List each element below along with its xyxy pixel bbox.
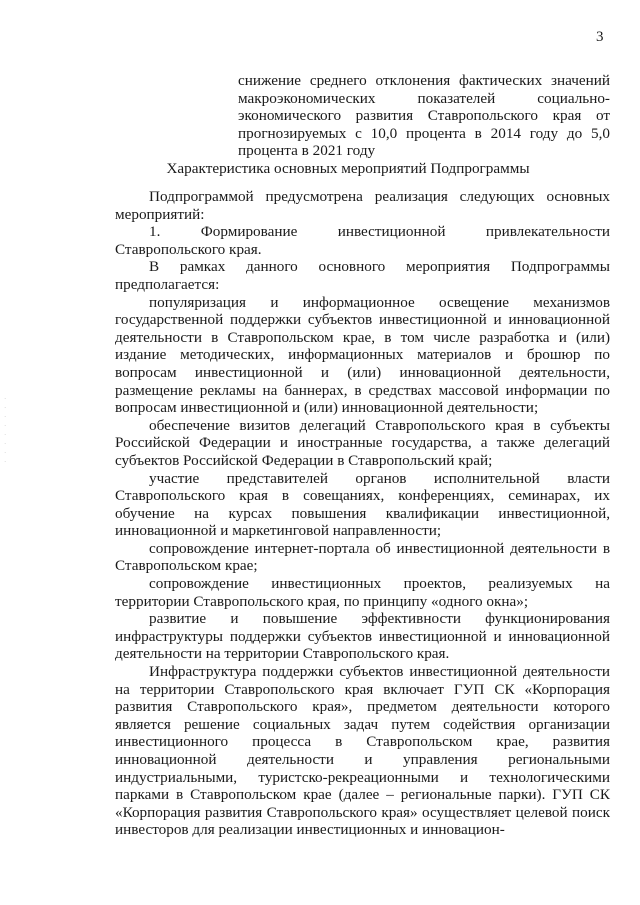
list-item-popularization: популяризация и информационное освещение механизмов государственной поддержки субъектов инвестиционной и инновационной деятельности в Ставропольском крае, в том числе разработка и (или) издание методических, информационных материалов и брошюр по вопросам инвестиционной и (или) инновационной деятельности, размещение рекламы на баннерах, в средствах массовой информации по вопросам инвестиционной и (или) инновационной деятельности; [115,293,610,417]
section-title: Характеристика основных мероприятий Подпрограммы [166,160,530,177]
page-number: 3 [596,29,604,45]
list-item-participation: участие представителей органов исполнительной власти Ставропольского края в совещаниях, конференциях, семинарах, их обучение на курсах повышения квалификации инвестиционной, инновационной и маркетинговой направленности; [115,469,610,540]
infrastructure-paragraph: Инфраструктура поддержки субъектов инвестиционной деятельности на территории Ставропольского края включает ГУП СК «Корпорация развития Ставропольского края», предметом деятельности которого является решение социальных задач путем содействия организации инвестиционного процесса в Ставропольском крае, развития инновационной деятельности и управления региональными индустриальными, туристско-рекреационными и технологическими парками в Ставропольском крае (далее – региональные парки). ГУП СК «Корпорация развития Ставропольского края» осуществляет целевой поиск инвесторов для реализации инвестиционных и инновацион- [115,663,610,839]
document-body [115,188,610,839]
list-item-portal: сопровождение интернет-портала об инвестиционной деятельности в Ставропольском крае; [115,539,610,575]
list-item-infrastructure: развитие и повышение эффективности функционирования инфраструктуры поддержки субъектов инвестиционной и инновационной деятельности на территории Ставропольского края. [115,610,610,663]
margin-scan-dots: · · · · · · · · [4,395,7,466]
measure-heading: 1. Формирование инвестиционной привлекательности Ставропольского края. [115,223,610,258]
goal-statement: снижение среднего отклонения фактических значений макроэкономических показателей социально-экономического развития Ставропольского края от прогнозируемых с 10,0 процента в 2014 году до 5,0 процента в 2021 году [238,72,610,160]
intro-paragraph: Подпрограммой предусмотрена реализация следующих основных мероприятий: [115,188,610,223]
measure-intro-paragraph: В рамках данного основного мероприятия Подпрограммы предполагается: [115,258,610,293]
list-item-projects: сопровождение инвестиционных проектов, реализуемых на территории Ставропольского края, по принципу «одного окна»; [115,575,610,610]
list-item-delegations: обеспечение визитов делегаций Ставропольского края в субъекты Российской Федерации и иностранные государства, а также делегаций субъектов Российской Федерации в Ставропольский край; [115,416,610,469]
